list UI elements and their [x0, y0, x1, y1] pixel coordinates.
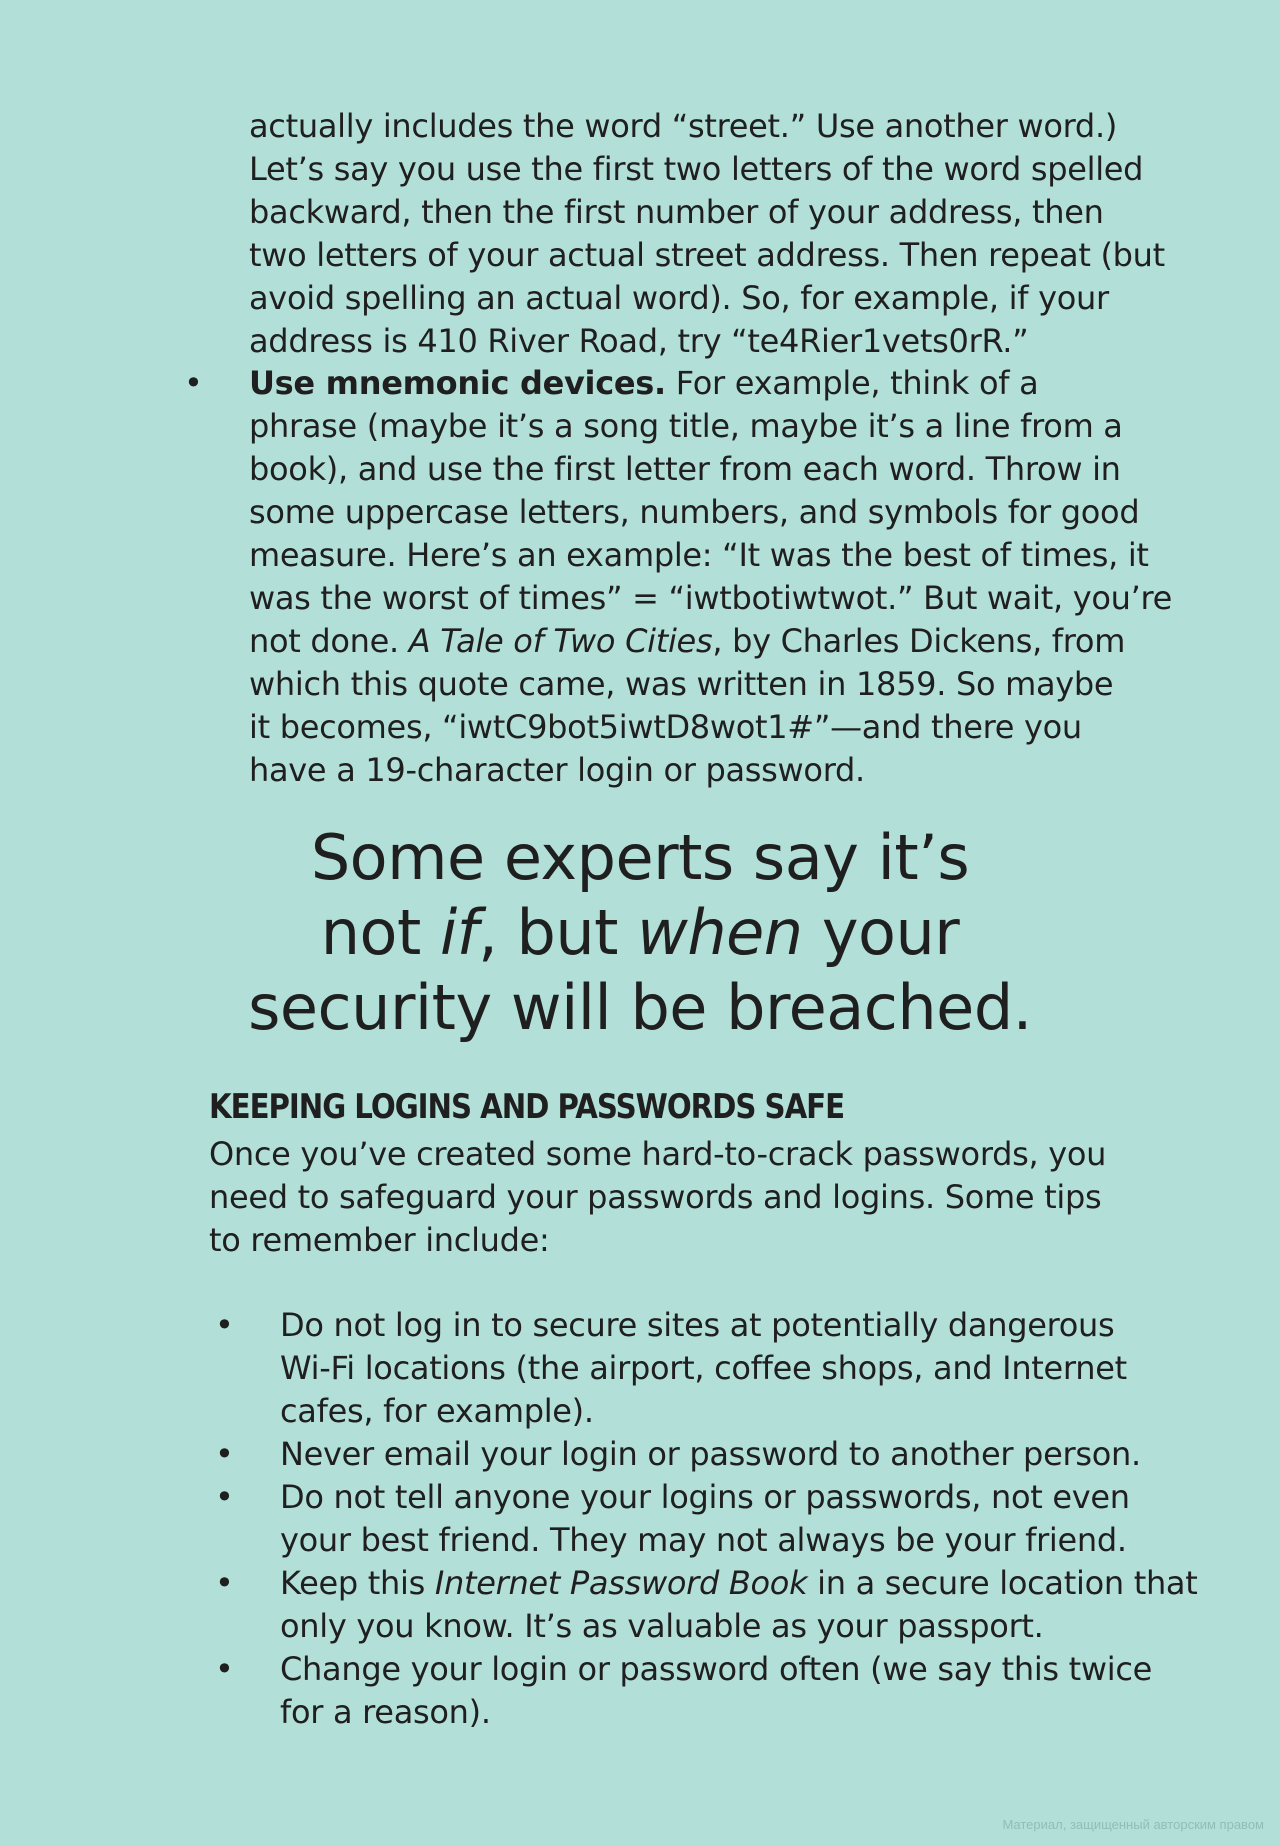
- text-line: Let’s say you use the first two letters of the word spelled: [249, 150, 1144, 188]
- text-line: your best friend. They may not always be your friend.: [280, 1521, 1127, 1559]
- text-line: Do not log in to secure sites at potentially dangerous: [280, 1306, 1115, 1344]
- text-line: Never email your login or password to another person.: [280, 1435, 1141, 1473]
- text-line: Do not tell anyone your logins or passwords, not even: [280, 1478, 1130, 1516]
- text-line: [280, 1562, 1269, 1605]
- pull-quote-line: Some experts say it’s: [310, 821, 970, 894]
- text-line: book), and use the first letter from each word. Throw in: [249, 450, 1121, 488]
- text-line: only you know. It’s as valuable as your passport.: [280, 1607, 1044, 1645]
- text-run: your: [802, 896, 960, 969]
- bullet-icon: •: [215, 1306, 234, 1344]
- text-line: actually includes the word “street.” Use another word.): [249, 107, 1118, 145]
- book-title: A Tale of Two Cities: [408, 622, 713, 660]
- bullet-icon: •: [215, 1564, 234, 1602]
- emphasis-if: if: [440, 896, 479, 969]
- text-run: not done.: [249, 622, 409, 660]
- text-line: it becomes, “iwtC9bot5iwtD8wot1#”—and there you: [249, 708, 1082, 746]
- text-run: For example, think of a: [665, 364, 1039, 402]
- text-run: in a secure location that: [807, 1564, 1198, 1602]
- tips-list: [209, 1304, 1269, 1734]
- mnemonic-lead: Use mnemonic devices.: [249, 364, 666, 402]
- text-line: measure. Here’s an example: “It was the best of times, it: [249, 536, 1149, 574]
- pull-quote-line: security will be breached.: [248, 971, 1032, 1044]
- text-run: Keep this: [280, 1564, 435, 1602]
- pull-quote: [140, 820, 1140, 1045]
- bullet-icon: •: [215, 1478, 234, 1516]
- copyright-watermark: Материал, защищенный авторским правом: [1002, 1817, 1264, 1832]
- text-run: , by Charles Dickens, from: [712, 622, 1126, 660]
- text-line: which this quote came, was written in 1859. So maybe: [249, 665, 1114, 703]
- book-title: Internet Password Book: [434, 1564, 808, 1602]
- bullet-icon: •: [215, 1650, 234, 1688]
- text-line: Once you’ve created some hard-to-crack passwords, you: [209, 1135, 1107, 1173]
- list-item: [209, 1304, 1269, 1433]
- text-line: backward, then the first number of your address, then: [249, 193, 1104, 231]
- bullet-icon: •: [184, 364, 203, 402]
- text-line: was the worst of times” = “iwtbotiwtwot.” But wait, you’re: [249, 579, 1173, 617]
- text-line: [249, 620, 1258, 663]
- emphasis-when: when: [637, 896, 803, 969]
- text-line: for a reason).: [280, 1693, 491, 1731]
- text-line: phrase (maybe it’s a song title, maybe it’s a line from a: [249, 407, 1123, 445]
- text-line: Change your login or password often (we say this twice: [280, 1650, 1153, 1688]
- text-line: avoid spelling an actual word). So, for example, if your: [249, 279, 1109, 317]
- list-item: [209, 1562, 1269, 1648]
- text-line: [249, 362, 1258, 405]
- text-line: two letters of your actual street address. Then repeat (but: [249, 236, 1165, 274]
- text-line: to remember include:: [209, 1221, 550, 1259]
- text-line: some uppercase letters, numbers, and symbols for good: [249, 493, 1140, 531]
- list-item-mnemonic: [178, 362, 1258, 792]
- section-intro: [209, 1133, 1269, 1262]
- text-line: cafes, for example).: [280, 1392, 594, 1430]
- text-line: need to safeguard your passwords and logins. Some tips: [209, 1178, 1102, 1216]
- list-item: [209, 1648, 1269, 1734]
- text-run: , but: [478, 896, 638, 969]
- text-line: have a 19-character login or password.: [249, 751, 865, 789]
- list-item: [209, 1476, 1269, 1562]
- text-line: Wi-Fi locations (the airport, coffee shops, and Internet: [280, 1349, 1127, 1387]
- bullet-icon: •: [215, 1435, 234, 1473]
- section-heading: KEEPING LOGINS AND PASSWORDS SAFE: [209, 1087, 845, 1127]
- mnemonic-list: [178, 362, 1258, 792]
- continued-paragraph: [249, 105, 1259, 363]
- text-line: address is 410 River Road, try “te4Rier1vets0rR.”: [249, 322, 1029, 360]
- pull-quote-line: [140, 895, 1140, 970]
- list-item: [209, 1433, 1269, 1476]
- text-run: not: [320, 896, 440, 969]
